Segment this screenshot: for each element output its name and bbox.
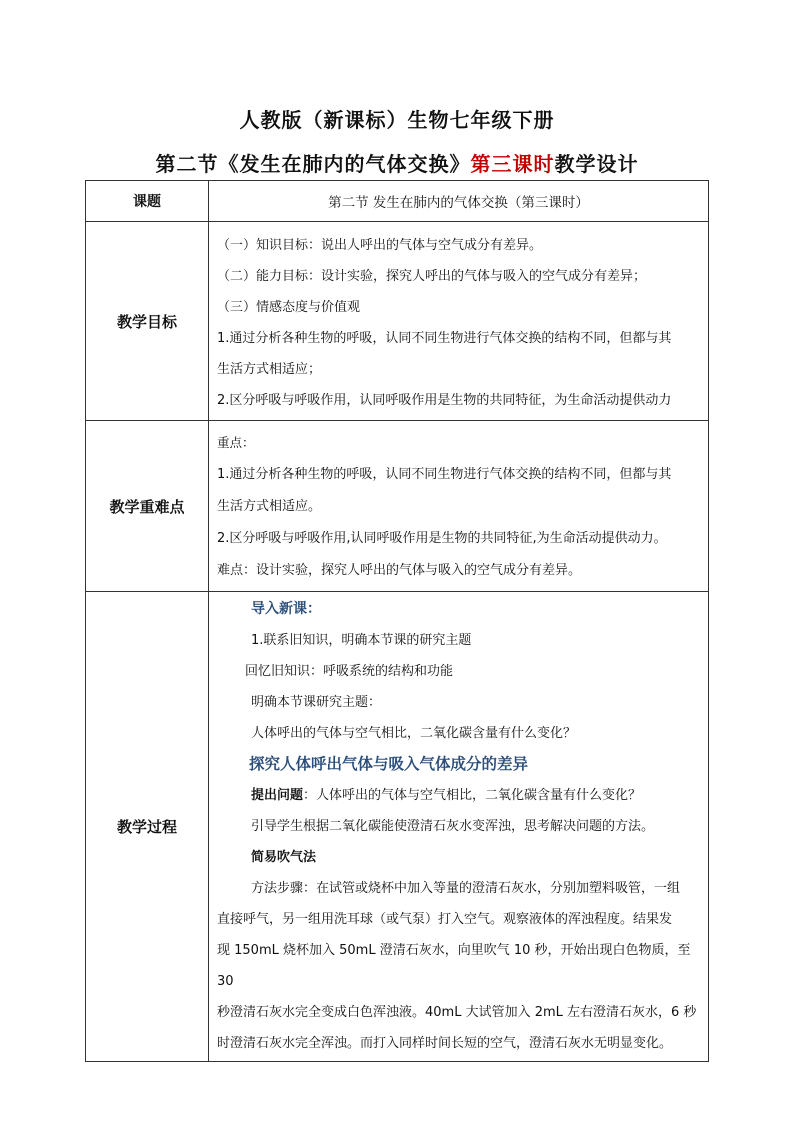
key-points-line: 1.通过分析各种生物的呼吸，认同不同生物进行气体交换的结构不同，但都与其 [217,467,672,482]
goals-label: 教学目标 [86,222,209,421]
intro-line: 人体呼出的气体与空气相比，二氧化碳含量有什么变化？ [251,726,577,741]
subtitle-part2: 教学设计 [554,152,639,176]
goals-content [209,222,709,421]
process-row [86,592,709,1062]
question-line [217,780,702,811]
document-title: 人教版（新课标）生物七年级下册 [239,108,555,132]
goals-row [86,222,709,421]
key-points-line: 重点： [217,435,255,450]
question-label: 提出问题 [251,788,304,803]
document-subtitle [0,148,794,177]
key-points-content [209,421,709,592]
key-points-line: 生活方式相适应。 [217,499,322,514]
subtitle-part1: 第二节《发生在肺内的气体交换》 [155,152,471,176]
intro-line: 明确本节课研究主题： [251,695,382,710]
subtitle-highlight: 第三课时 [470,152,555,176]
header-row [86,181,709,222]
method-line: 时澄清石灰水完全浑浊。而打入同样时间长短的空气，澄清石灰水无明显变化。 [217,1036,673,1051]
method-line: 现 150mL 烧杯加入 50mL 澄清石灰水，向里吹气 10 秒，开始出现白色物质，至 30 [217,943,691,989]
method-line: 秒澄清石灰水完全变成白色浑浊液。40mL 大试管加入 2mL 左右澄清石灰水，6 秒 [217,1005,697,1020]
intro-heading: 导入新课： [251,601,321,617]
goals-line: 1.通过分析各种生物的呼吸，认同不同生物进行气体交换的结构不同，但都与其 [217,331,672,346]
guide-line: 引导学生根据二氧化碳能使澄清石灰水变浑浊，思考解决问题的方法。 [251,819,655,834]
goals-line: 2.区分呼吸与呼吸作用，认同呼吸作用是生物的共同特征，为生命活动提供动力 [217,393,672,408]
key-points-row [86,421,709,592]
method-heading: 简易吹气法 [251,850,317,865]
goals-line: （二）能力目标：设计实验，探究人呼出的气体与吸入的空气成分有差异； [217,269,647,284]
method-line: 方法步骤：在试管或烧杯中加入等量的澄清石灰水，分别加塑料吸管，一组 [251,881,681,896]
header-topic-value: 第二节 发生在肺内的气体交换（第三课时） [209,181,709,222]
method-line: 直接呼气，另一组用洗耳球（或气泵）打入空气。观察液体的浑浊程度。结果发 [217,912,673,927]
question-text: ：人体呼出的气体与空气相比，二氧化碳含量有什么变化？ [303,788,642,803]
key-points-line: 难点：设计实验，探究人呼出的气体与吸入的空气成分有差异。 [217,563,582,578]
intro-line: 1.联系旧知识，明确本节课的研究主题 [251,633,472,648]
explore-heading: 探究人体呼出气体与吸入气体成分的差异 [249,755,529,773]
lesson-plan-table [85,180,709,1062]
goals-line: 生活方式相适应； [217,362,322,377]
header-topic-label: 课题 [86,181,209,222]
process-label: 教学过程 [86,592,209,1062]
key-points-line: 2.区分呼吸与呼吸作用,认同呼吸作用是生物的共同特征,为生命活动提供动力。 [217,531,667,546]
goals-line: （三）情感态度与价值观 [217,300,361,315]
key-points-label: 教学重难点 [86,421,209,592]
process-content [209,592,709,1062]
intro-line: 回忆旧知识：呼吸系统的结构和功能 [245,664,454,679]
goals-line: （一）知识目标：说出人呼出的气体与空气成分有差异。 [217,238,543,253]
